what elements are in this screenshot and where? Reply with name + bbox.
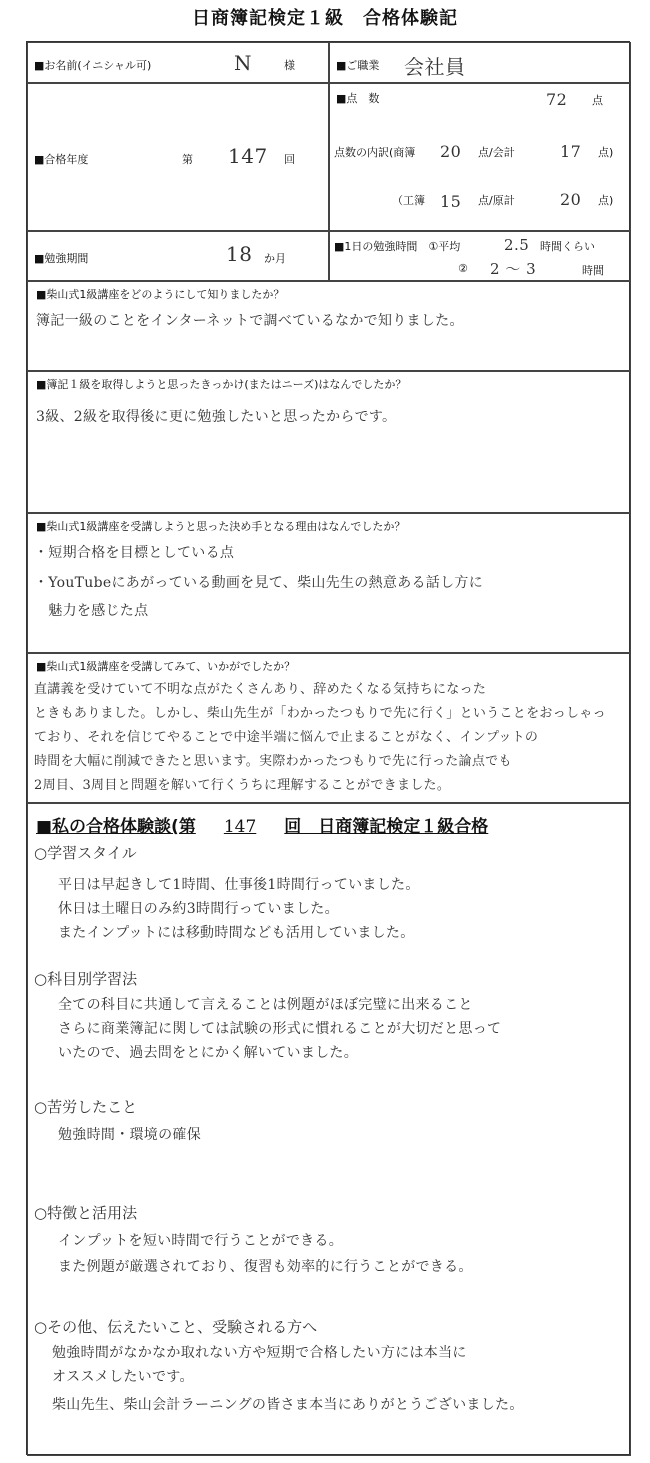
breakdown-label: 点数の内訳(商簿: [334, 146, 416, 159]
q4-answer-line: 2周目、3周目と問題を解いて行くうちに理解することができました。: [34, 778, 451, 793]
q2-question: ■簿記１級を取得しようと思ったきっかけ(またはニーズ)はなんでしたか？: [36, 378, 407, 391]
name-value: N: [234, 51, 252, 75]
experience-cell: [27, 803, 631, 1456]
q4-answer-line: 時間を大幅に削減できたと思います。実際わかったつもりで先に行った論点でも: [34, 754, 512, 769]
section-line: いたので、過去問をとにかく解いていました。: [58, 1045, 359, 1061]
dai-label: 第: [182, 153, 193, 166]
daily-avg: 2.5: [504, 236, 530, 254]
q1-question: ■柴山式1級講座をどのようにして知りましたか？: [36, 288, 285, 301]
q4-answer-line: ており、それを信じてやることで中途半端に悩んで止まることがなく、インプットの: [34, 730, 539, 745]
score-unit: 点: [592, 94, 603, 107]
year-value: 147: [228, 144, 268, 168]
section-line: 勉強時間・環境の確保: [58, 1127, 201, 1143]
genka-value: 20: [560, 190, 582, 209]
section-line: インプットを短い時間で行うことができる。: [58, 1233, 344, 1249]
experience-heading: [36, 812, 488, 837]
genka-unit: 点): [598, 194, 614, 207]
name-suffix: 様: [284, 59, 295, 72]
q4-question: ■柴山式1級講座を受講してみて、いかがでしたか？: [36, 660, 296, 673]
name-label: ■お名前(イニシャル可): [34, 59, 152, 72]
kobo-value: 15: [440, 192, 462, 211]
section-title: ○苦労したこと: [34, 1098, 138, 1116]
kaikei-value: 17: [560, 142, 582, 161]
heading-num: 147: [223, 817, 257, 837]
page-title: 日商簿記検定１級 合格体験記: [192, 8, 458, 29]
period-value: 18: [226, 242, 253, 266]
section-line: またインプットには移動時間なども活用していました。: [58, 925, 415, 941]
section-line: オススメしたいです。: [52, 1369, 194, 1385]
q3-cell: [27, 513, 631, 653]
q3-answer-line: 魅力を感じた点: [34, 603, 149, 619]
experience-form: [26, 41, 630, 1455]
q4-answer-line: 直講義を受けていて不明な点がたくさんあり、辞めたくなる気持ちになった: [34, 682, 487, 697]
daily-2-value: 2 ～ 3: [490, 260, 537, 278]
period-unit: か月: [264, 252, 286, 265]
kaikei-unit: 点): [598, 146, 614, 159]
daily-avg-unit: 時間くらい: [540, 240, 595, 253]
kai-label: 回: [284, 153, 295, 166]
q3-question: ■柴山式1級講座を受講しようと思った決め手となる理由はなんでしたか？: [36, 520, 406, 533]
section-line: また例題が厳選されており、復習も効率的に行うことができる。: [58, 1259, 473, 1275]
q3-answer-line: ・短期合格を目標としている点: [34, 545, 235, 561]
section-title: ○科目別学習法: [34, 970, 138, 988]
section-line: 勉強時間がなかなか取れない方や短期で合格したい方には本当に: [52, 1345, 467, 1361]
section-line: 柴山先生、柴山会計ラーニングの皆さま本当にありがとうございました。: [52, 1397, 524, 1413]
genka-label: 点/原計: [478, 194, 515, 207]
daily-2: ②: [458, 262, 468, 275]
q3-answer-line: ・YouTubeにあがっている動画を見て、柴山先生の熱意ある話し方に: [34, 575, 483, 591]
period-label: ■勉強期間: [34, 252, 89, 265]
section-line: 休日は土曜日のみ約3時間行っていました。: [58, 901, 339, 917]
section-title: ○その他、伝えたいこと、受験される方へ: [34, 1318, 318, 1336]
q2-cell: [27, 371, 631, 513]
job-cell: [329, 42, 631, 83]
score-cell: [329, 83, 631, 231]
daily-cell: [329, 231, 631, 281]
kobo-label: （工簿: [392, 194, 425, 207]
daily-2-unit: 時間: [582, 264, 604, 277]
q1-answer-line: 簿記一級のことをインターネットで調べているなかで知りました。: [36, 313, 464, 329]
section-title: ○特徴と活用法: [34, 1204, 138, 1222]
q4-cell: [27, 653, 631, 803]
section-line: 全ての科目に共通して言えることは例題がほぼ完璧に出来ること: [58, 997, 473, 1013]
q4-answer-line: ときもありました。しかし、柴山先生が「わかったつもりで先に行く」ということをおっしゃっ: [34, 706, 606, 721]
score-label: ■点 数: [336, 92, 380, 105]
section-title: ○学習スタイル: [34, 844, 137, 862]
heading-post: 回 日商簿記検定１級合格: [284, 817, 489, 837]
kaikei-label: 点/会計: [478, 146, 515, 159]
shobo-value: 20: [440, 142, 462, 161]
period-cell: [27, 231, 329, 281]
q1-cell: [27, 281, 631, 371]
job-label: ■ご職業: [336, 59, 380, 72]
job-value: 会社員: [404, 55, 466, 79]
name-cell: [27, 42, 329, 83]
q2-answer-line: 3級、2級を取得後に更に勉強したいと思ったからです。: [36, 409, 397, 425]
heading-pre: ■私の合格体験談(第: [36, 817, 196, 837]
year-cell: [27, 83, 329, 231]
section-line: 平日は早起きして1時間、仕事後1時間行っていました。: [58, 877, 420, 893]
section-line: さらに商業簿記に関しては試験の形式に慣れることが大切だと思って: [58, 1021, 502, 1037]
daily-label: ■1日の勉強時間 ①平均: [334, 240, 461, 253]
year-label: ■合格年度: [34, 153, 89, 166]
score-value: 72: [546, 90, 568, 109]
